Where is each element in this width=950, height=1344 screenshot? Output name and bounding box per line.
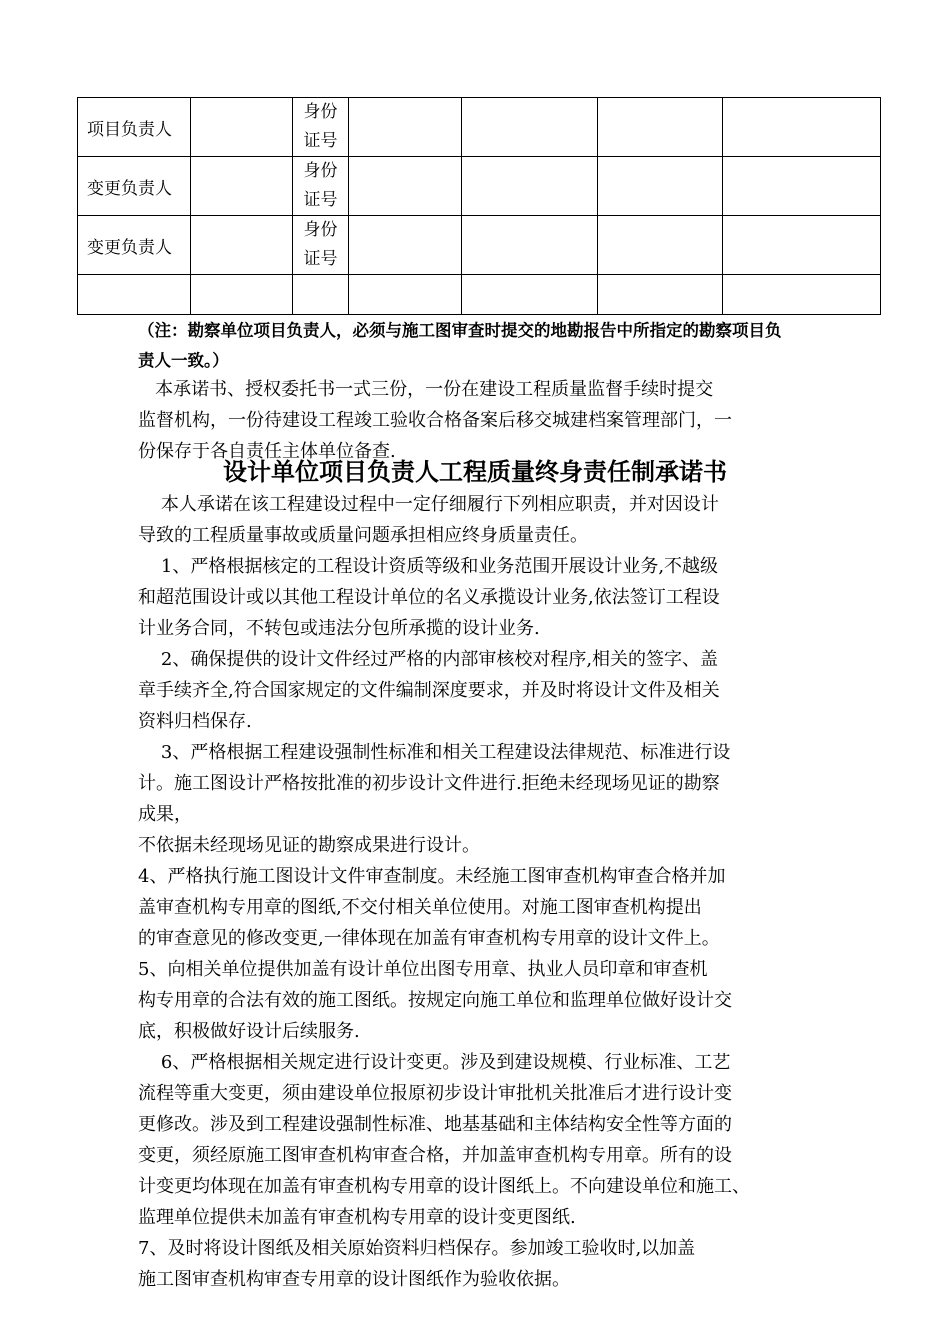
table-row	[78, 157, 881, 216]
paragraph-line: 本承诺书、授权委托书一式三份，一份在建设工程质量监督手续时提交	[138, 379, 714, 400]
responsible-person-table	[77, 97, 881, 315]
id-cell	[349, 98, 462, 157]
id-number-label: 身份 证号	[293, 157, 349, 216]
row-label: 变更负责人	[78, 216, 191, 275]
body-line: 资料归档保存.	[138, 711, 252, 732]
paragraph-line: 监督机构，一份待建设工程竣工验收合格备案后移交城建档案管理部门，一	[138, 410, 732, 431]
body-line: 3、严格根据工程建设强制性标准和相关工程建设法律规范、标准进行设	[138, 742, 731, 763]
body-line: 变更，须经原施工图审查机构审查合格，并加盖审查机构专用章。所有的设	[138, 1145, 732, 1166]
row-label: 变更负责人	[78, 157, 191, 216]
table-row	[78, 98, 881, 157]
empty-cell	[723, 275, 881, 315]
empty-cell	[349, 275, 462, 315]
empty-cell	[462, 275, 598, 315]
body-line: 盖审查机构专用章的图纸,不交付相关单位使用。对施工图审查机构提出	[138, 897, 702, 918]
paragraph-line: 份保存于各自责任主体单位备查.	[138, 441, 396, 462]
id-number-label: 身份 证号	[293, 216, 349, 275]
body-line: 施工图审查机构审查专用章的设计图纸作为验收依据。	[138, 1269, 570, 1290]
empty-cell	[78, 275, 191, 315]
empty-cell	[462, 98, 598, 157]
empty-cell	[598, 157, 723, 216]
body-line: 更修改。涉及到工程建设强制性标准、地基基础和主体结构安全性等方面的	[138, 1114, 732, 1135]
id-cell	[349, 157, 462, 216]
body-line: 计业务合同，不转包或违法分包所承揽的设计业务.	[138, 618, 540, 639]
note-line: （注：勘察单位项目负责人，必须与施工图审查时提交的地勘报告中所指定的勘察项目负	[138, 321, 782, 340]
body-line: 本人承诺在该工程建设过程中一定仔细履行下列相应职责，并对因设计	[138, 494, 719, 515]
empty-cell	[723, 216, 881, 275]
table-note	[138, 316, 828, 376]
body-line: 构专用章的合法有效的施工图纸。按规定向施工单位和监理单位做好设计交	[138, 990, 732, 1011]
document-title: 设计单位项目负责人工程质量终身责任制承诺书	[223, 458, 727, 486]
name-cell	[191, 98, 293, 157]
body-line: 计。施工图设计严格按批准的初步设计文件进行.拒绝未经现场见证的勘察	[138, 773, 720, 794]
body-line: 5、向相关单位提供加盖有设计单位出图专用章、执业人员印章和审查机	[138, 959, 708, 980]
note-line: 责人一致。）	[138, 351, 229, 370]
empty-cell	[462, 157, 598, 216]
body-line: 4、严格执行施工图设计文件审查制度。未经施工图审查机构审查合格并加	[138, 866, 726, 887]
empty-cell	[723, 157, 881, 216]
body-line: 7、及时将设计图纸及相关原始资料归档保存。参加竣工验收时,以加盖	[138, 1238, 696, 1259]
name-cell	[191, 157, 293, 216]
body-line: 流程等重大变更，须由建设单位报原初步设计审批机关批准后才进行设计变	[138, 1083, 732, 1104]
body-line: 的审查意见的修改变更,一律体现在加盖有审查机构专用章的设计文件上。	[138, 928, 720, 949]
body-line: 1、严格根据核定的工程设计资质等级和业务范围开展设计业务,不越级	[138, 556, 719, 577]
body-line: 监理单位提供未加盖有审查机构专用章的设计变更图纸.	[138, 1207, 576, 1228]
empty-cell	[462, 216, 598, 275]
empty-cell	[598, 275, 723, 315]
body-line: 2、确保提供的设计文件经过严格的内部审核校对程序,相关的签字、盖	[138, 649, 719, 670]
empty-cell	[293, 275, 349, 315]
table-row-empty	[78, 275, 881, 315]
id-number-label: 身份 证号	[293, 98, 349, 157]
body-line: 计变更均体现在加盖有审查机构专用章的设计图纸上。不向建设单位和施工、	[138, 1176, 750, 1197]
id-cell	[349, 216, 462, 275]
empty-cell	[191, 275, 293, 315]
row-label: 项目负责人	[78, 98, 191, 157]
body-line: 不依据未经现场见证的勘察成果进行设计。	[138, 835, 480, 856]
commitment-body	[138, 489, 828, 1295]
body-line: 和超范围设计或以其他工程设计单位的名义承揽设计业务,依法签订工程设	[138, 587, 720, 608]
empty-cell	[598, 98, 723, 157]
empty-cell	[598, 216, 723, 275]
table-row	[78, 216, 881, 275]
body-line: 底，积极做好设计后续服务.	[138, 1021, 360, 1042]
body-line: 成果，	[138, 804, 192, 825]
body-line: 导致的工程质量事故或质量问题承担相应终身质量责任。	[138, 525, 588, 546]
empty-cell	[723, 98, 881, 157]
name-cell	[191, 216, 293, 275]
body-line: 章手续齐全,符合国家规定的文件编制深度要求，并及时将设计文件及相关	[138, 680, 720, 701]
body-line: 6、严格根据相关规定进行设计变更。涉及到建设规模、行业标准、工艺	[138, 1052, 731, 1073]
